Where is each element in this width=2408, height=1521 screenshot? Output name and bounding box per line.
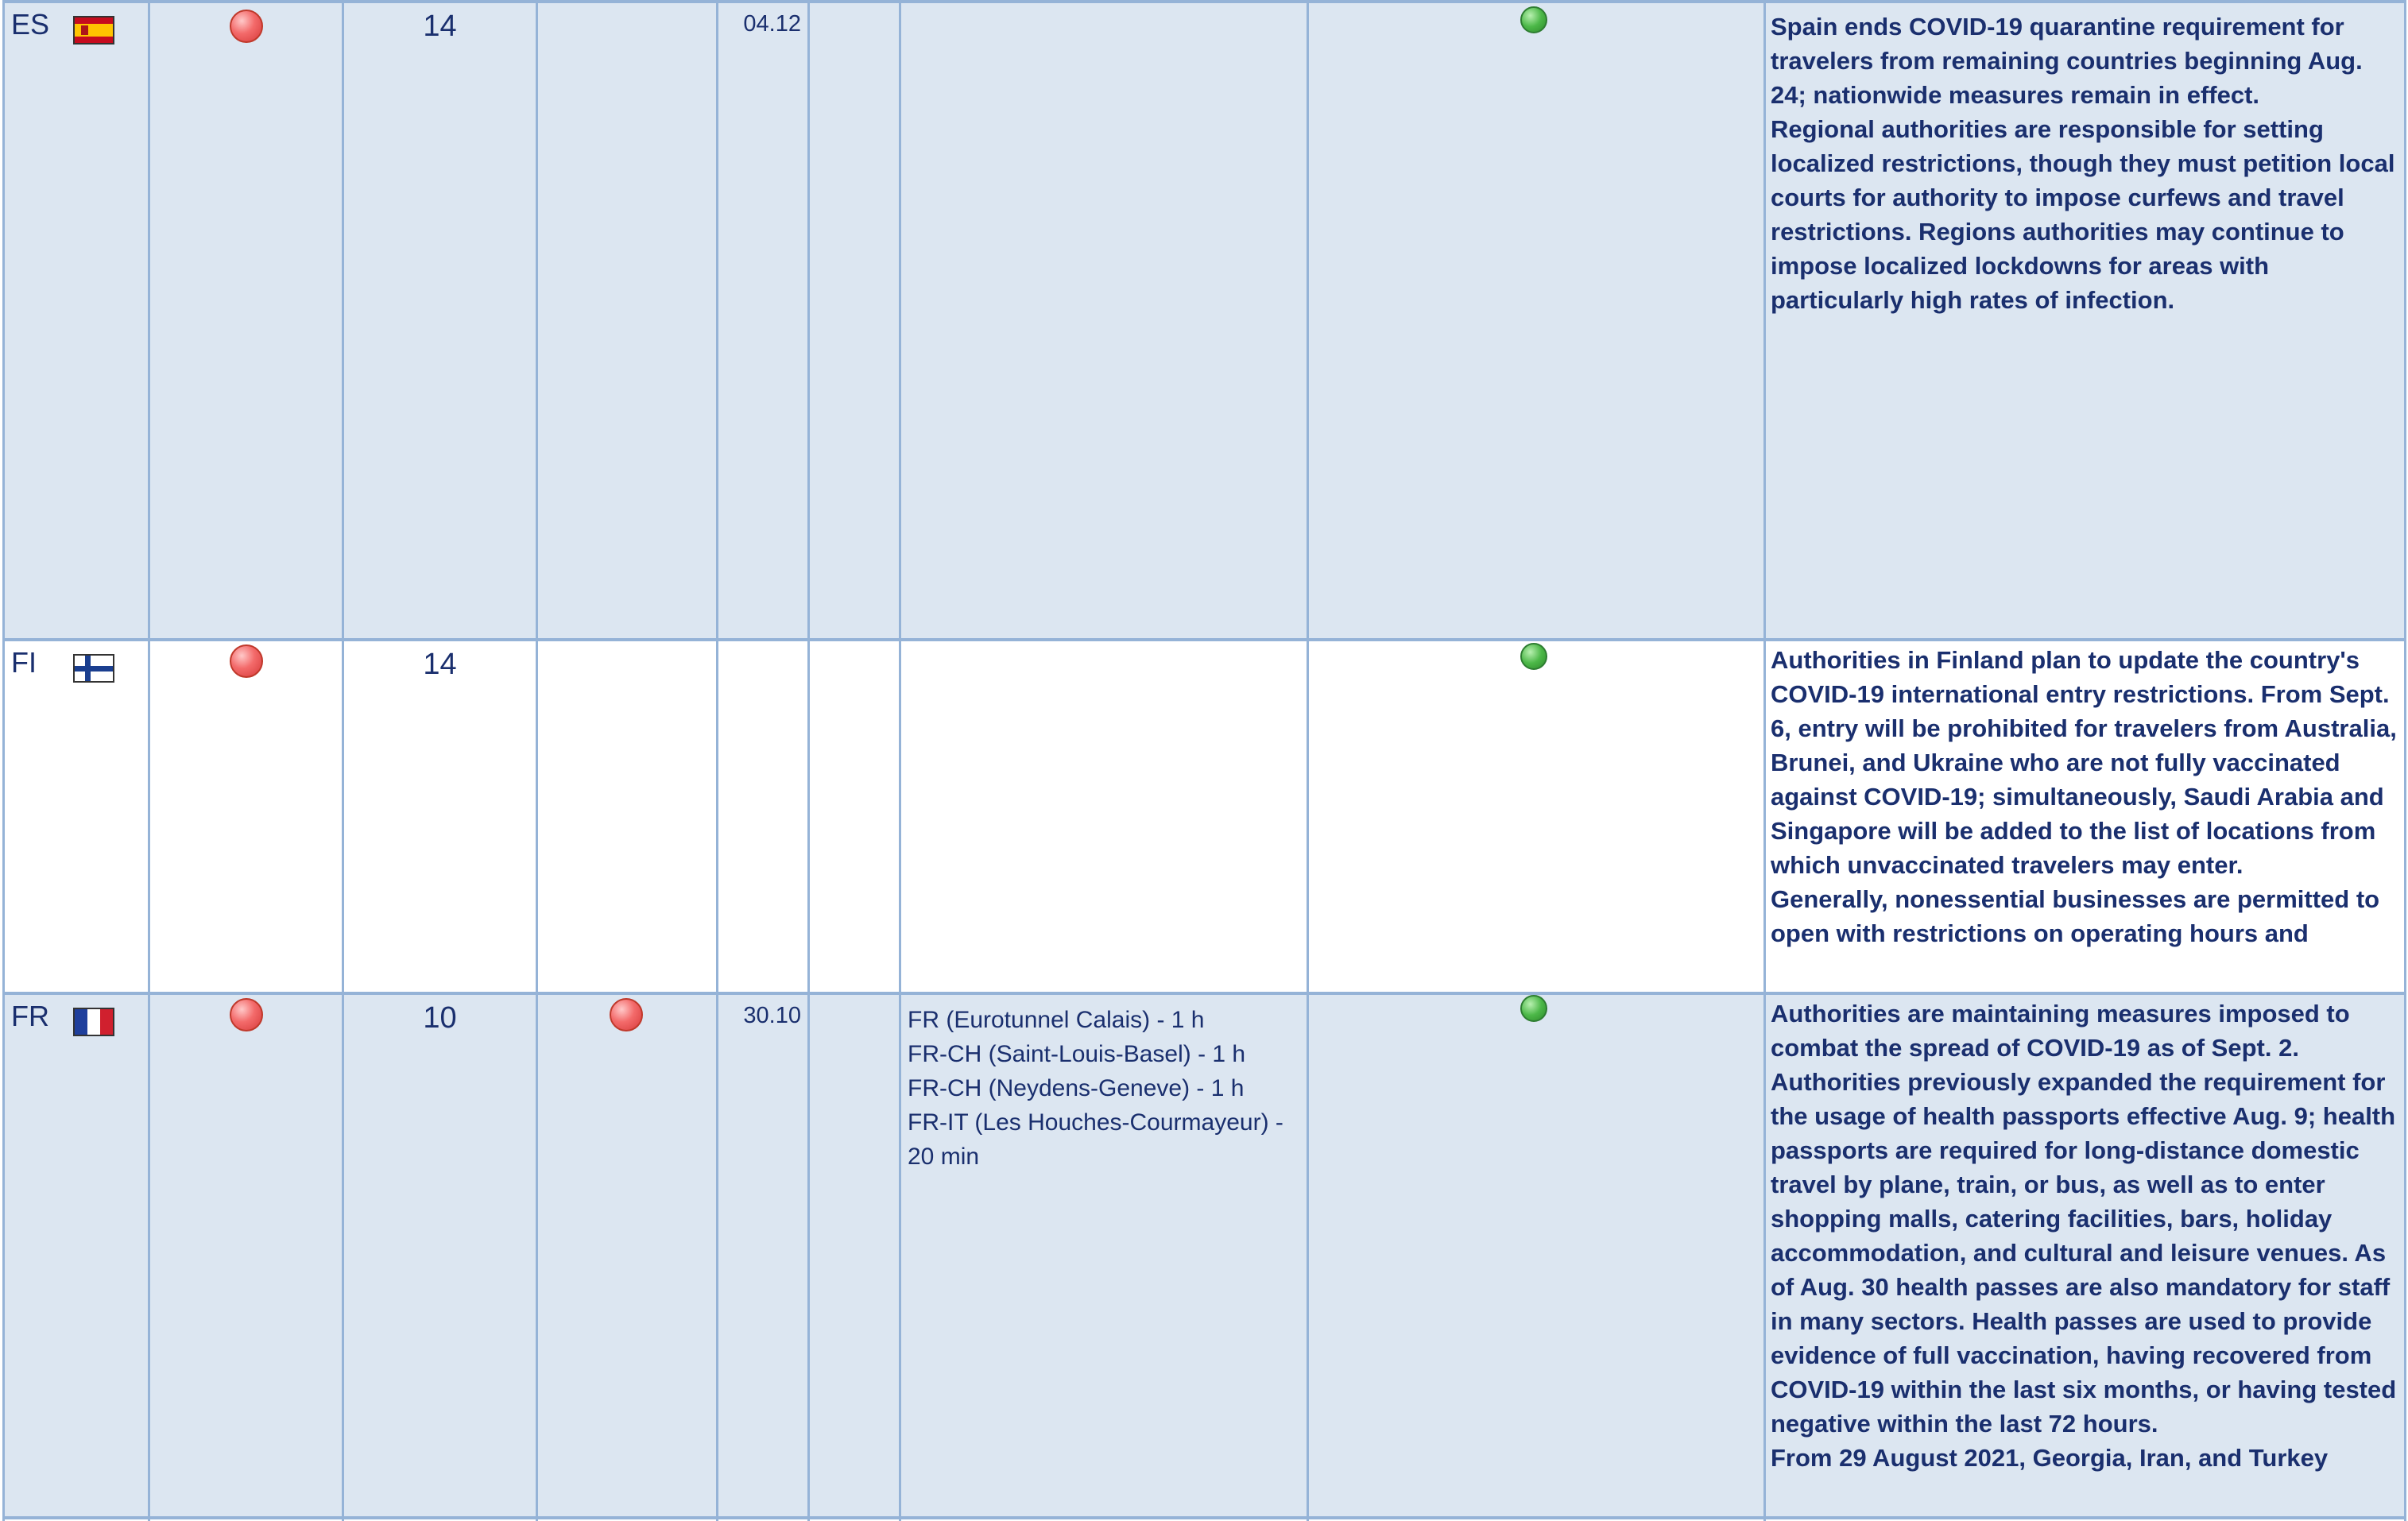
days-value: 14 [423,10,457,43]
route-item: FR (Eurotunnel Calais) - 1 h [908,1007,1205,1033]
status-cell[interactable] [150,641,342,993]
news-cell[interactable] [1766,995,2406,1516]
table-row[interactable] [3,641,2406,993]
country-cell[interactable] [3,995,148,1516]
grid-line [1307,0,1309,1521]
news-paragraph: From 29 August 2021, Georgia, Iran, and Turkey [1771,1444,2329,1472]
grid-line [2404,0,2406,1521]
green-status-icon [1520,995,1547,1022]
status-mid-cell[interactable] [538,3,716,639]
country-code: FR [11,1000,49,1032]
grid-line [3,992,2406,995]
country-code: ES [11,8,50,41]
grid-line [536,0,538,1521]
status-cell[interactable] [150,3,342,639]
date-value: 04.12 [743,11,801,37]
table-row[interactable] [3,3,2406,639]
routes-cell[interactable] [901,995,1307,1516]
route-item: FR-CH (Neydens-Geneve) - 1 h [908,1075,1245,1101]
news-paragraph: Generally, nonessential businesses are permitted to open with restrictions on operating hours and [1771,885,2380,947]
red-status-icon [610,998,643,1031]
news-text [1771,997,2402,1475]
days-cell[interactable] [344,641,536,993]
status-cell[interactable] [150,995,342,1516]
status-mid-cell[interactable] [538,641,716,993]
status-right-cell[interactable] [1309,3,1763,639]
route-item: FR-IT (Les Houches-Courmayeur) - [908,1109,1283,1136]
news-paragraph: Authorities are maintaining measures imposed to combat the spread of COVID-19 as of Sept. 2. Authorities previously expanded the requirement for the usage of health passports effective Aug. 9; health passports are required for long-distance domestic travel by plane, train, or bus, as well as to enter shopping malls, catering facilities, bars, holiday accommodation, and cultural and leisure venues. As of Aug. 30 health passes are also mandatory for staff in many sectors. Health passes are used to provide evidence of full vaccination, having recovered from COVID-19 within the last six months, or having tested negative within the last 72 hours. [1771,1000,2397,1438]
routes-cell[interactable] [901,641,1307,993]
date-cell[interactable] [718,995,807,1516]
status-right-cell[interactable] [1309,995,1763,1516]
red-status-icon [230,998,263,1031]
red-status-icon [230,10,263,43]
route-item: FR-CH (Saint-Louis-Basel) - 1 h [908,1041,1246,1067]
empty-cell[interactable] [810,3,899,639]
flag-spain-icon [73,16,114,45]
days-cell[interactable] [344,995,536,1516]
news-paragraph: Regional authorities are responsible for setting localized restrictions, though they must petition local courts for authority to impose curfews and travel restrictions. Regions authorities may continue to impose localized lockdowns for areas with particularly high rates of infection. [1771,115,2395,314]
grid-line [899,0,901,1521]
days-cell[interactable] [344,3,536,639]
green-status-icon [1520,643,1547,670]
country-code: FI [11,646,37,679]
date-cell[interactable] [718,641,807,993]
news-cell[interactable] [1766,641,2406,993]
days-value: 10 [423,1001,457,1035]
grid-line [3,0,2406,3]
red-status-icon [230,644,263,678]
country-cell[interactable] [3,641,148,993]
days-value: 14 [423,648,457,681]
table-row[interactable] [3,995,2406,1516]
grid-line [716,0,718,1521]
date-value: 30.10 [743,1003,801,1028]
grid-line [3,1516,2406,1519]
status-mid-cell[interactable] [538,995,716,1516]
grid-line [2,0,5,1521]
empty-cell[interactable] [810,641,899,993]
date-cell[interactable] [718,3,807,639]
grid-line [807,0,810,1521]
country-cell[interactable] [3,3,148,639]
news-text [1771,10,2402,317]
status-right-cell[interactable] [1309,641,1763,993]
routes-cell[interactable] [901,3,1307,639]
empty-cell[interactable] [810,995,899,1516]
news-text [1771,643,2402,950]
news-paragraph: Authorities in Finland plan to update the country's COVID-19 international entry restrictions. From Sept. 6, entry will be prohibited for travelers from Australia, Brunei, and Ukraine who are not fully vaccinated against COVID-19; simultaneously, Saudi Arabia and Singapore will be added to the list of locations from which unvaccinated travelers may enter. [1771,646,2397,879]
grid-line [1763,0,1766,1521]
grid-line [148,0,150,1521]
border-routes-list [908,1003,1283,1174]
grid-line [342,0,344,1521]
green-status-icon [1520,6,1547,33]
flag-france-icon [73,1008,114,1036]
flag-finland-icon [73,654,114,683]
grid-line [3,638,2406,641]
news-cell[interactable] [1766,3,2406,639]
news-paragraph: Spain ends COVID-19 quarantine requirement for travelers from remaining countries beginning Aug. 24; nationwide measures remain in effect. [1771,13,2363,109]
route-item: 20 min [908,1144,980,1170]
